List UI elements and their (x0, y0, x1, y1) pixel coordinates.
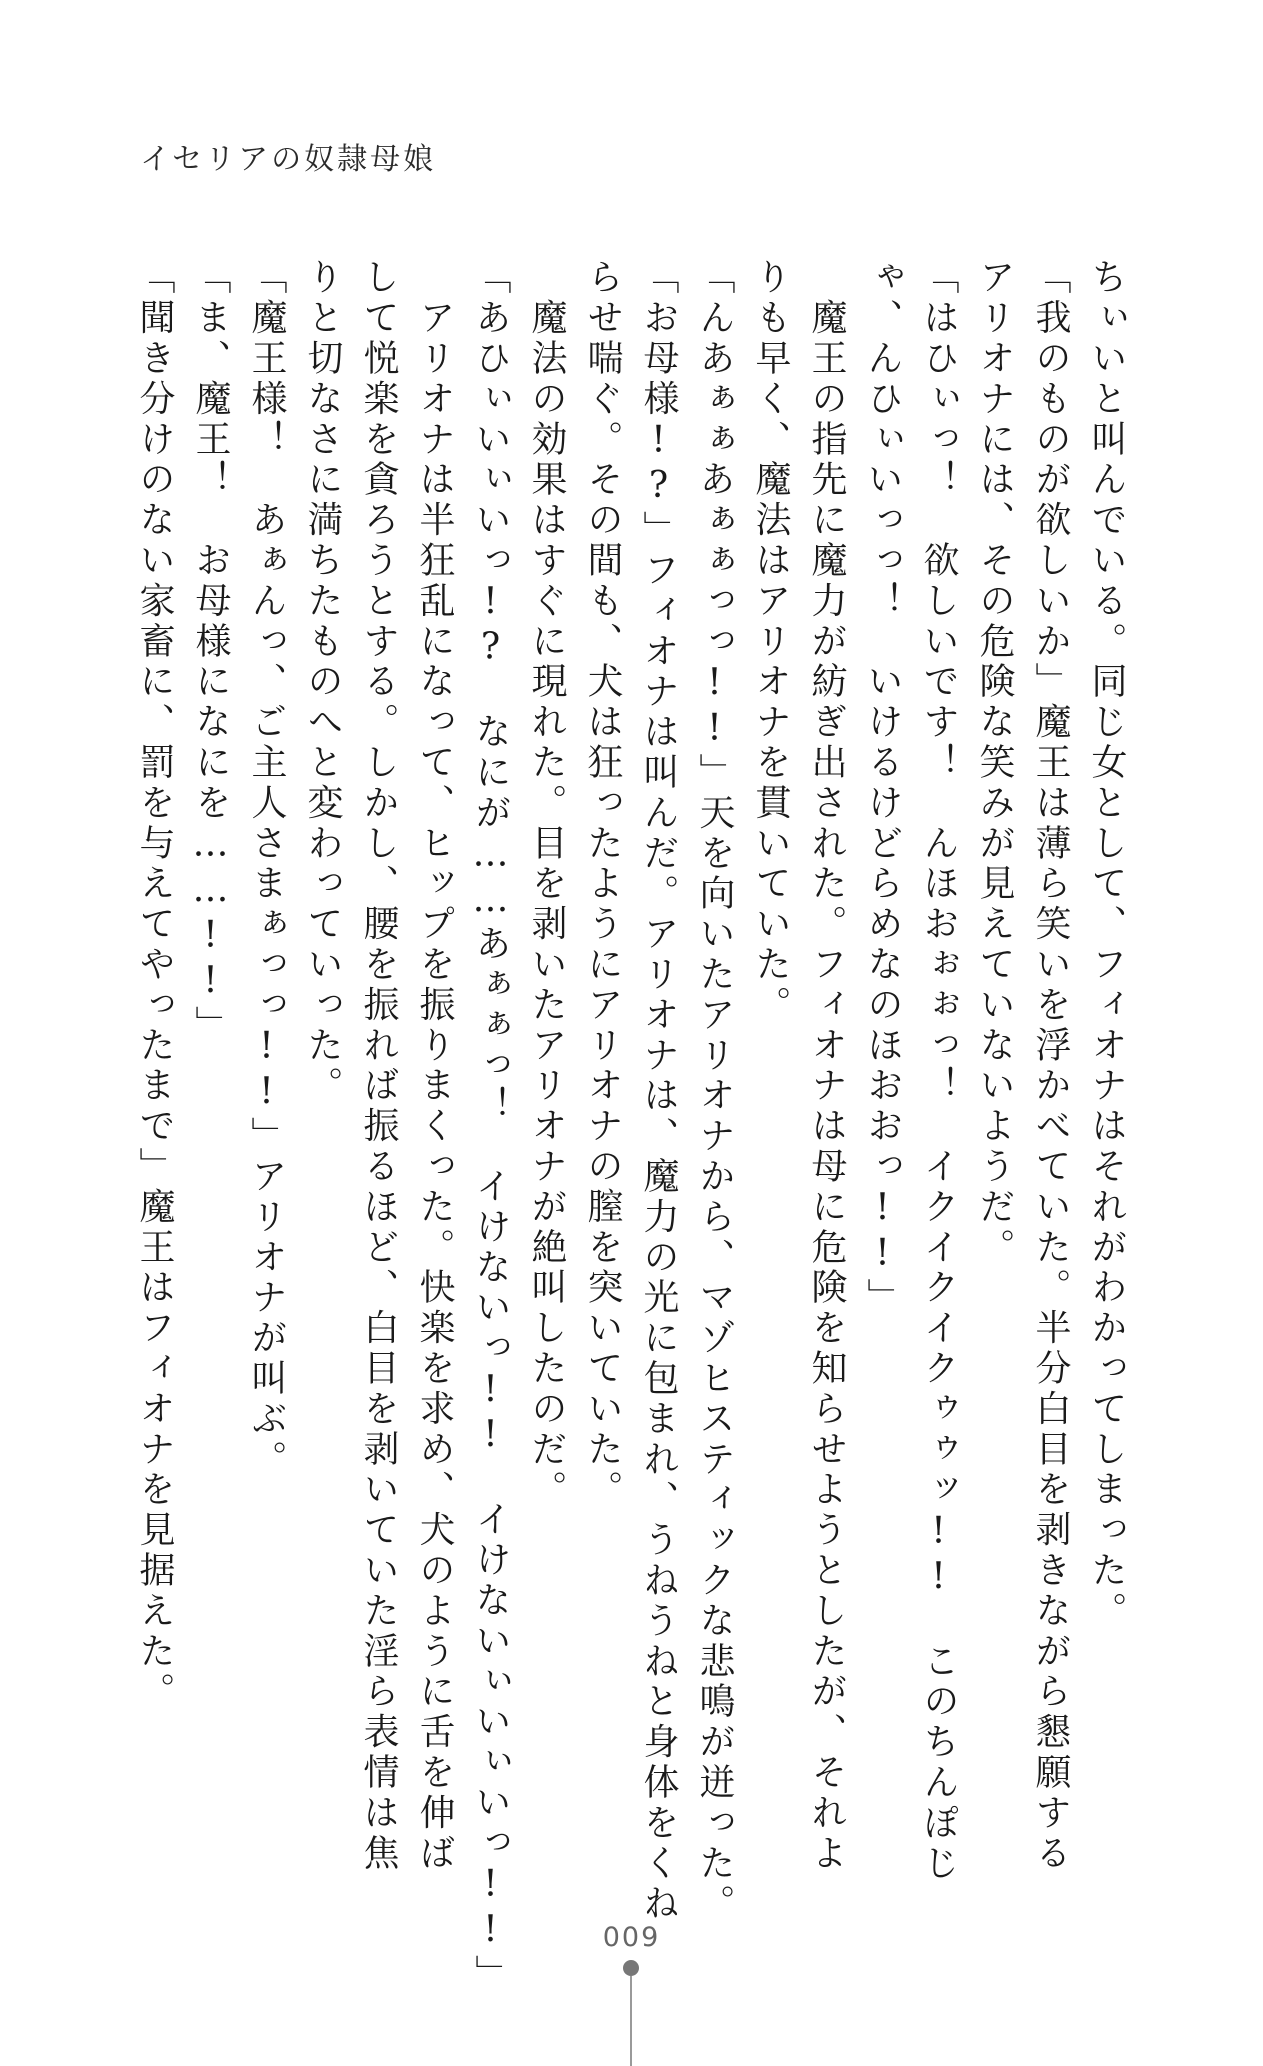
text-column: アリオナは半狂乱になって、ヒップを振りまくった。快楽を求め、犬のように舌を伸ば (414, 258, 455, 1874)
text-column: 「はひぃっ！ 欲しいです！ んほおぉぉっ！ イクイクイクゥゥッ!! このちんぽじ (918, 258, 959, 1884)
text-column: 「お母様!?」フィオナは叫んだ。アリオナは、魔力の光に包まれ、うねうねと身体をくね (638, 258, 679, 1925)
text-column: らせ喘ぐ。その間も、犬は狂ったようにアリオナの膣を突いていた。 (582, 258, 623, 1511)
folio-line-ornament (630, 1976, 632, 2066)
text-column: 魔王の指先に魔力が紡ぎ出された。フィオナは母に危険を知らせようとしたが、それよ (806, 258, 847, 1874)
text-column: りと切なさに満ちたものへと変わっていった。 (302, 258, 343, 1107)
text-column: 「あひぃいぃいっ!? なにが……あぁぁっ！ イけないっ!! イけないぃいぃいっ!!」 (470, 258, 511, 1995)
text-column: して悦楽を貪ろうとする。しかし、腰を振れば振るほど、白目を剥いていた淫ら表情は焦 (358, 258, 399, 1874)
text-column: 「魔王様！ あぁんっ、ご主人さまぁっっ!!」アリオナが叫ぶ。 (246, 258, 287, 1480)
text-column: ゃ、んひぃいっっ！ いけるけどらめなのほおおっ!!」 (862, 258, 903, 1319)
text-column: りも早く、魔法はアリオナを貫いていた。 (750, 258, 791, 1026)
text-column: 魔法の効果はすぐに現れた。目を剥いたアリオナが絶叫したのだ。 (526, 258, 567, 1511)
text-column: 「ま、魔王！ お母様になにを……!!」 (190, 258, 231, 1046)
page-number: 009 (602, 1922, 661, 1953)
text-column: ちぃいと叫んでいる。同じ女として、フィオナはそれがわかってしまった。 (1086, 258, 1127, 1632)
text-column: アリオナには、その危険な笑みが見えていないようだ。 (974, 258, 1015, 1268)
text-column: 「んあぁぁあぁぁっっ!!」天を向いたアリオナから、マゾヒスティックな悲鳴が迸った。 (694, 258, 735, 1925)
text-column: 「聞き分けのない家畜に、罰を与えてやったまで」魔王はフィオナを見据えた。 (134, 258, 175, 1713)
running-head: イセリアの奴隷母娘 (140, 142, 437, 177)
folio-dot-ornament (623, 1960, 639, 1976)
text-column: 「我のものが欲しいか」魔王は薄ら笑いを浮かべていた。半分白目を剥きながら懇願する (1030, 258, 1071, 1874)
